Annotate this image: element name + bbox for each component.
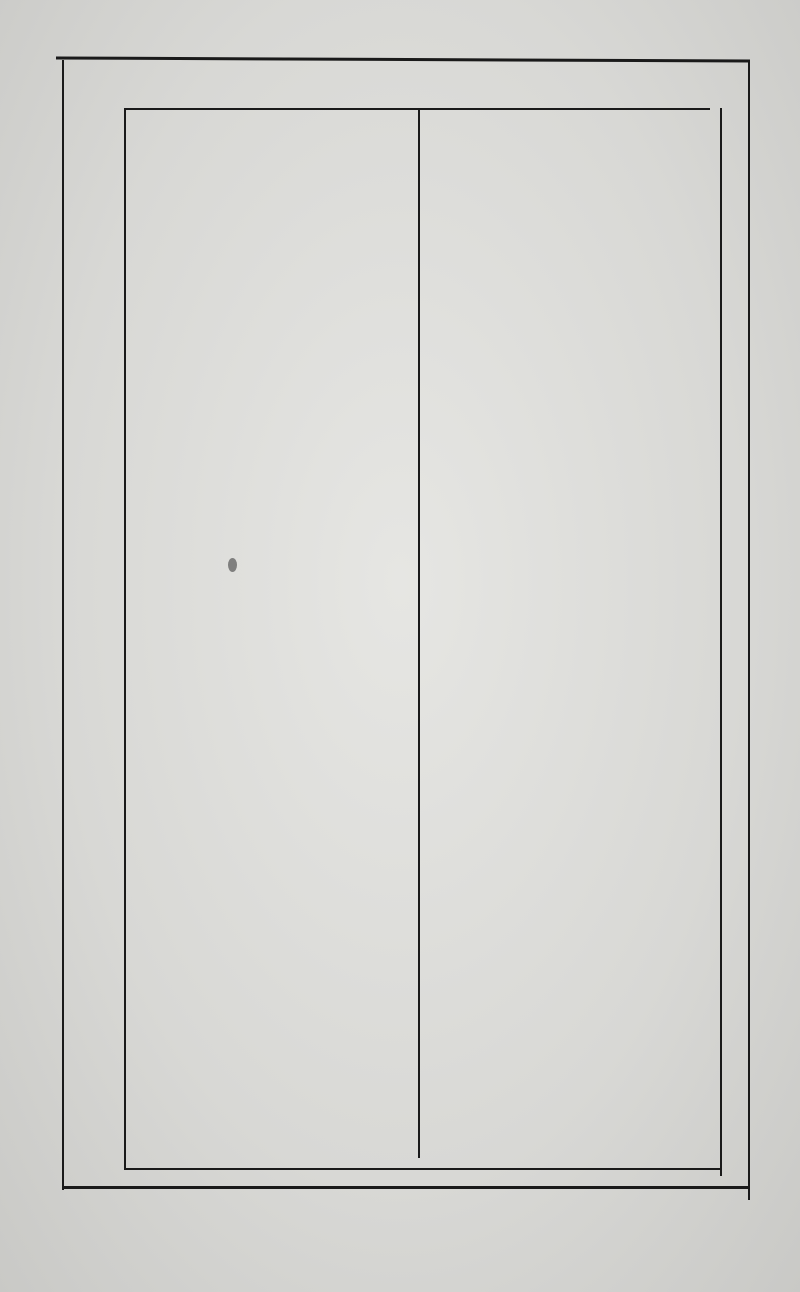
outer-right-rule: [748, 62, 750, 1200]
inner-top-rule: [124, 108, 710, 110]
column-divider-rule: [418, 110, 420, 1158]
inner-right-rule: [720, 108, 722, 1176]
left-column: [132, 112, 410, 208]
outer-bottom-rule: [64, 1186, 750, 1189]
ink-stain: [228, 558, 237, 572]
inner-left-rule: [124, 108, 126, 1168]
outer-left-rule: [62, 60, 64, 1190]
inner-bottom-rule: [124, 1168, 722, 1170]
